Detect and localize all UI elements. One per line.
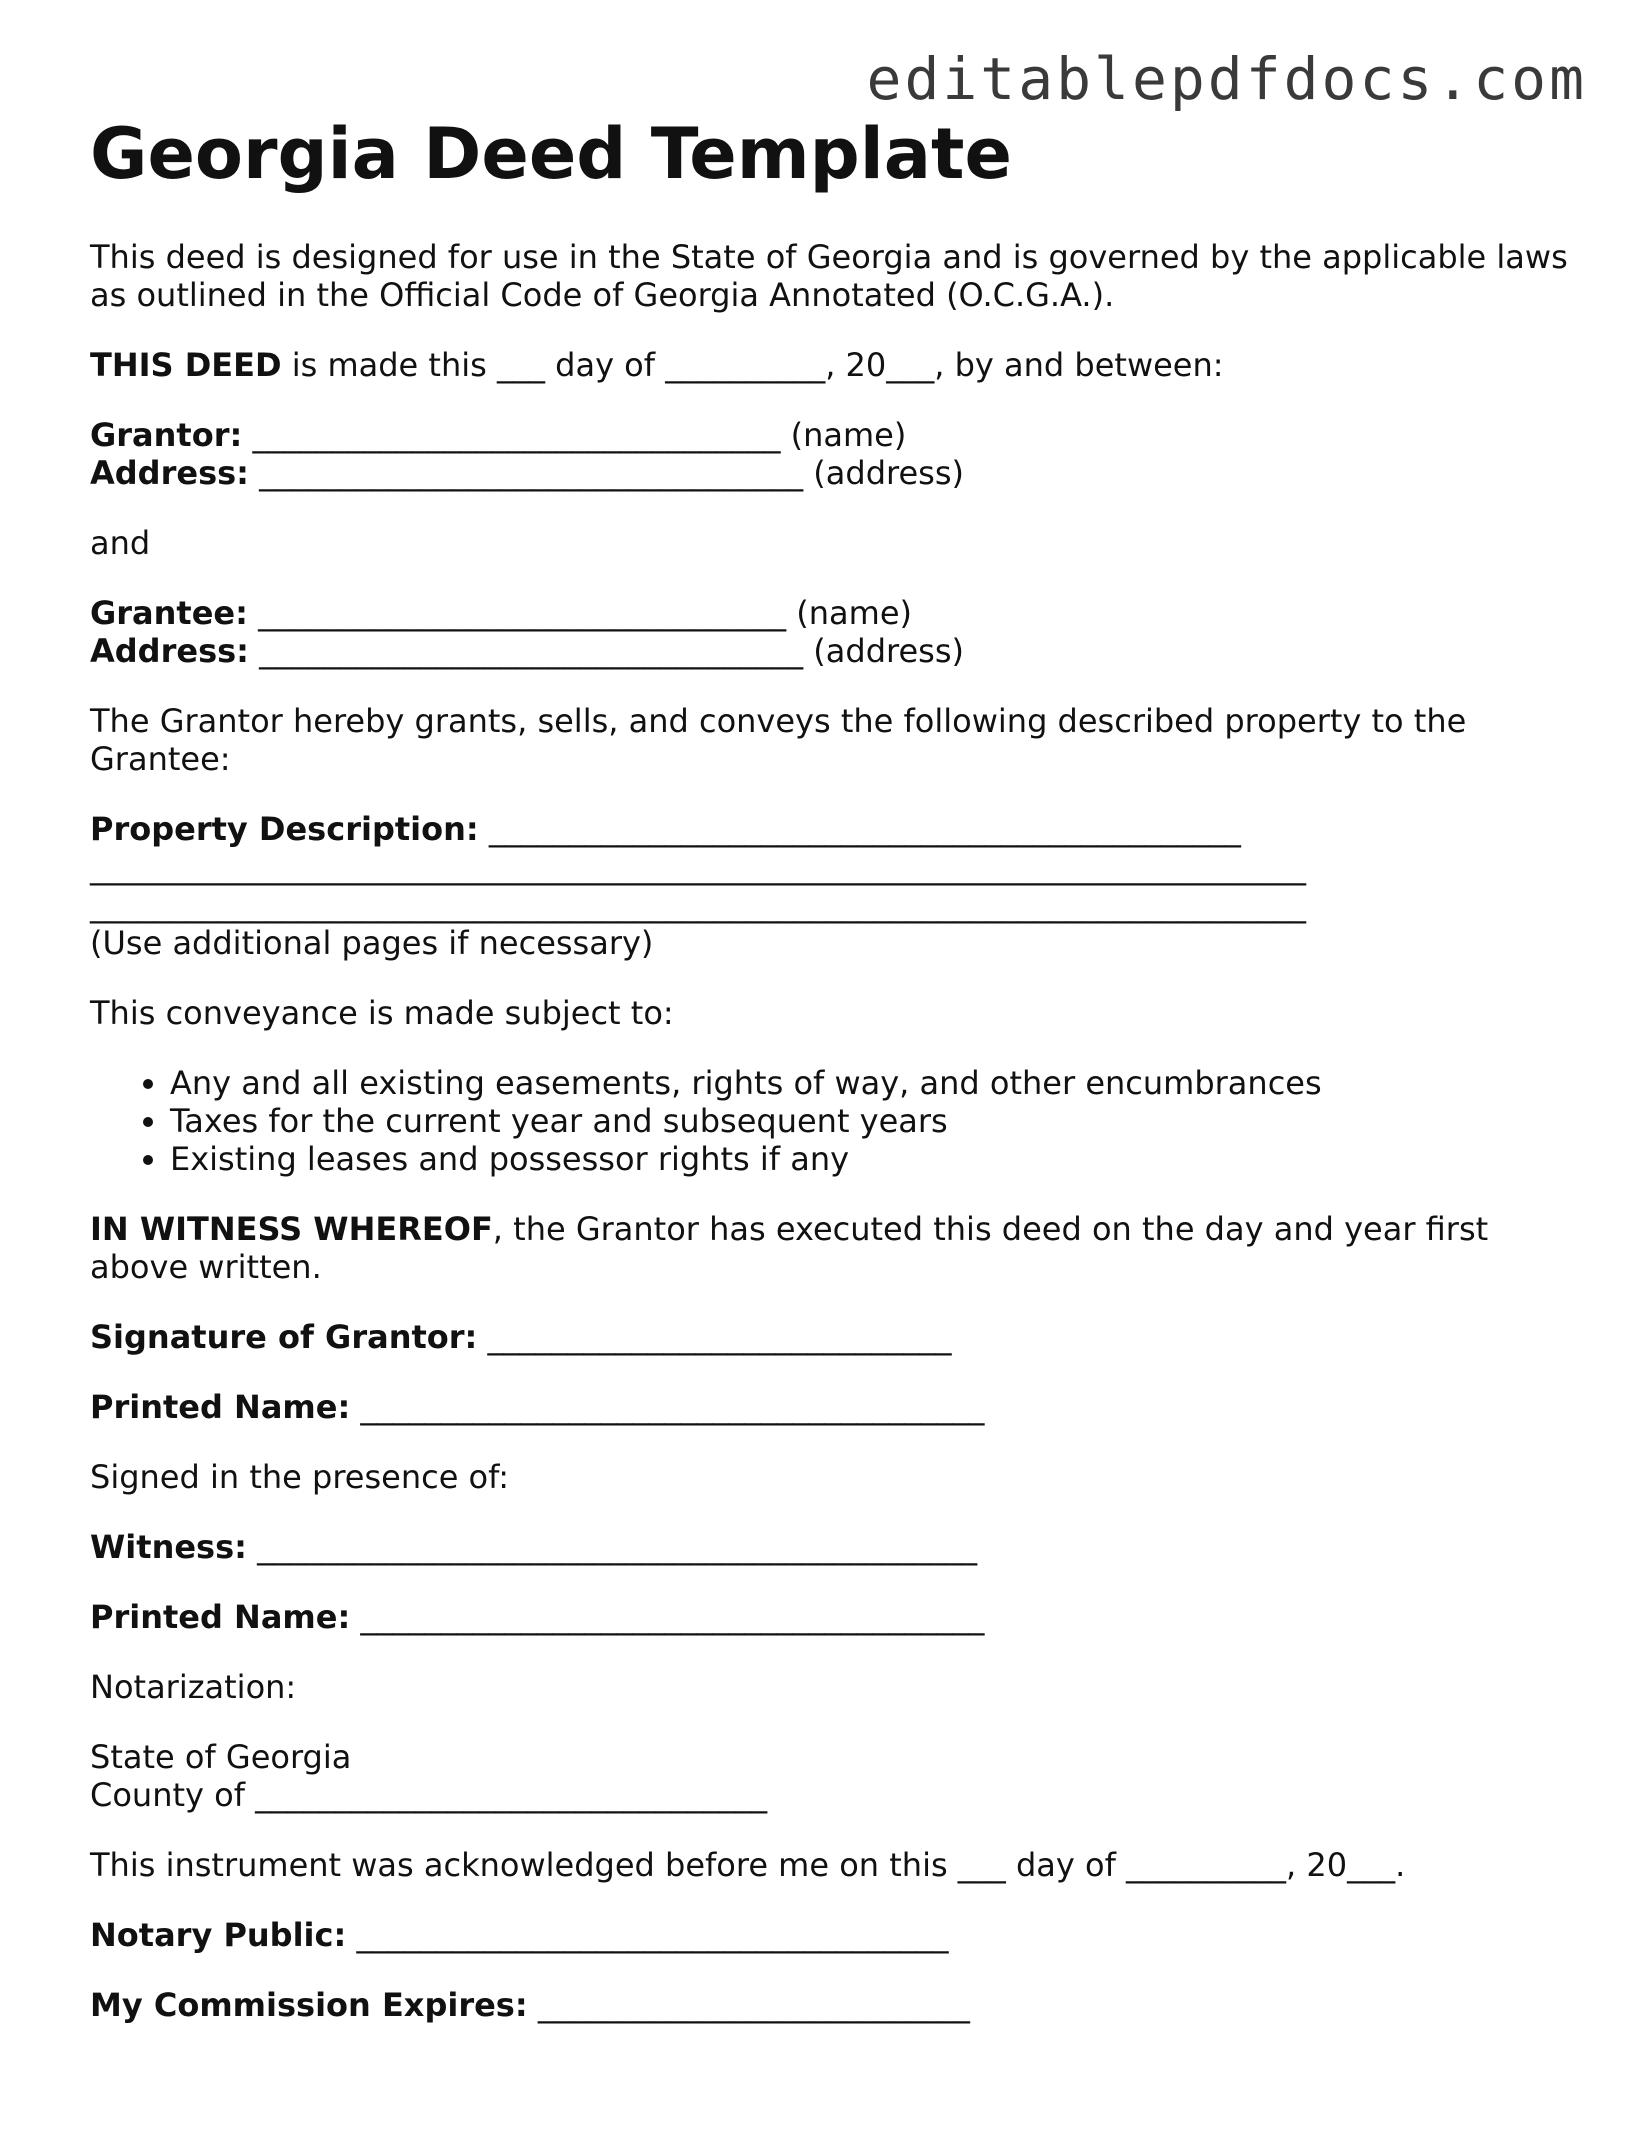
commission-field[interactable]: ___________________________ — [527, 1986, 970, 2024]
grantee-name-field[interactable]: _________________________________ (name) — [247, 594, 912, 632]
acknowledged-paragraph: This instrument was acknowledged before me on this ___ day of __________, 20___. — [90, 1846, 1406, 1884]
grantee-address-row — [90, 632, 1570, 670]
property-note: (Use additional pages if necessary) — [90, 924, 654, 962]
grantor-address-row — [90, 454, 1570, 492]
commission-row — [90, 1986, 1570, 2024]
watermark: editablepdfdocs.com — [866, 45, 1587, 113]
printed-name-row-2 — [90, 1598, 1570, 1636]
property-field-line-1[interactable]: _______________________________________________ — [478, 810, 1241, 848]
grantee-block — [90, 594, 1570, 670]
printed-name-field-1[interactable]: _______________________________________ — [350, 1388, 985, 1426]
signature-grantor-field[interactable]: _____________________________ — [477, 1318, 952, 1356]
notary-public-label: Notary Public: — [90, 1916, 347, 1954]
property-field-line-3[interactable]: ____________________________________________________________________________ — [90, 886, 1306, 924]
grantor-address-field[interactable]: __________________________________ (address) — [248, 454, 964, 492]
list-item: • Any and all existing easements, rights of way, and other encumbrances — [170, 1064, 1570, 1102]
property-block — [90, 810, 1570, 962]
grantor-name-row — [90, 416, 1570, 454]
grantor-address-label: Address: — [90, 454, 249, 492]
deed-line — [90, 346, 1570, 384]
subject-list — [90, 1064, 1570, 1178]
grantee-name-label: Grantee: — [90, 594, 248, 632]
printed-name-row-1 — [90, 1388, 1570, 1426]
printed-name-label-2: Printed Name: — [90, 1598, 351, 1636]
witness-whereof-text: , the Grantor has executed this deed on the day and year first above written. — [90, 1210, 1489, 1286]
grantor-name-field[interactable]: _________________________________ (name) — [242, 416, 907, 454]
grantor-name-label: Grantor: — [90, 416, 243, 454]
intro-paragraph: This deed is designed for use in the State of Georgia and is governed by the applicable laws as outlined in the Official Code of Georgia Annotated (O.C.G.A.). — [90, 238, 1568, 314]
notarization-label: Notarization: — [90, 1668, 297, 1706]
notary-public-row — [90, 1916, 1570, 1954]
printed-name-field-2[interactable]: _______________________________________ — [350, 1598, 985, 1636]
grantee-name-row — [90, 594, 1570, 632]
grantee-address-label: Address: — [90, 632, 249, 670]
list-item: • Taxes for the current year and subsequent years — [170, 1102, 1570, 1140]
printed-name-label-1: Printed Name: — [90, 1388, 351, 1426]
deed-text: is made this ___ day of __________, 20___, by and between: — [281, 346, 1224, 384]
witness-whereof-paragraph — [90, 1210, 1570, 1286]
signature-grantor-label: Signature of Grantor: — [90, 1318, 478, 1356]
commission-label: My Commission Expires: — [90, 1986, 528, 2024]
property-field-line-2[interactable]: ____________________________________________________________________________ — [90, 848, 1306, 886]
signature-grantor-row — [90, 1318, 1570, 1356]
grantor-block — [90, 416, 1570, 492]
grantee-address-field[interactable]: __________________________________ (address) — [248, 632, 964, 670]
deed-label: THIS DEED — [90, 346, 282, 384]
notary-public-field[interactable]: _____________________________________ — [346, 1916, 949, 1954]
presence-text: Signed in the presence of: — [90, 1458, 510, 1496]
list-item: • Existing leases and possessor rights if any — [170, 1140, 1570, 1178]
witness-row — [90, 1528, 1570, 1566]
document-page — [90, 112, 1570, 2024]
county-field[interactable]: County of ________________________________ — [90, 1776, 768, 1814]
and-text: and — [90, 524, 151, 562]
property-row — [90, 810, 1570, 848]
grant-paragraph: The Grantor hereby grants, sells, and conveys the following described property to the Grantee: — [90, 702, 1467, 778]
witness-label: Witness: — [90, 1528, 247, 1566]
state-text: State of Georgia — [90, 1738, 352, 1776]
witness-whereof-label: IN WITNESS WHEREOF — [90, 1210, 493, 1248]
venue-block — [90, 1738, 1570, 1814]
page-title: Georgia Deed Template — [90, 113, 1012, 195]
witness-field[interactable]: _____________________________________________ — [246, 1528, 978, 1566]
property-label: Property Description: — [90, 810, 479, 848]
subject-intro: This conveyance is made subject to: — [90, 994, 674, 1032]
